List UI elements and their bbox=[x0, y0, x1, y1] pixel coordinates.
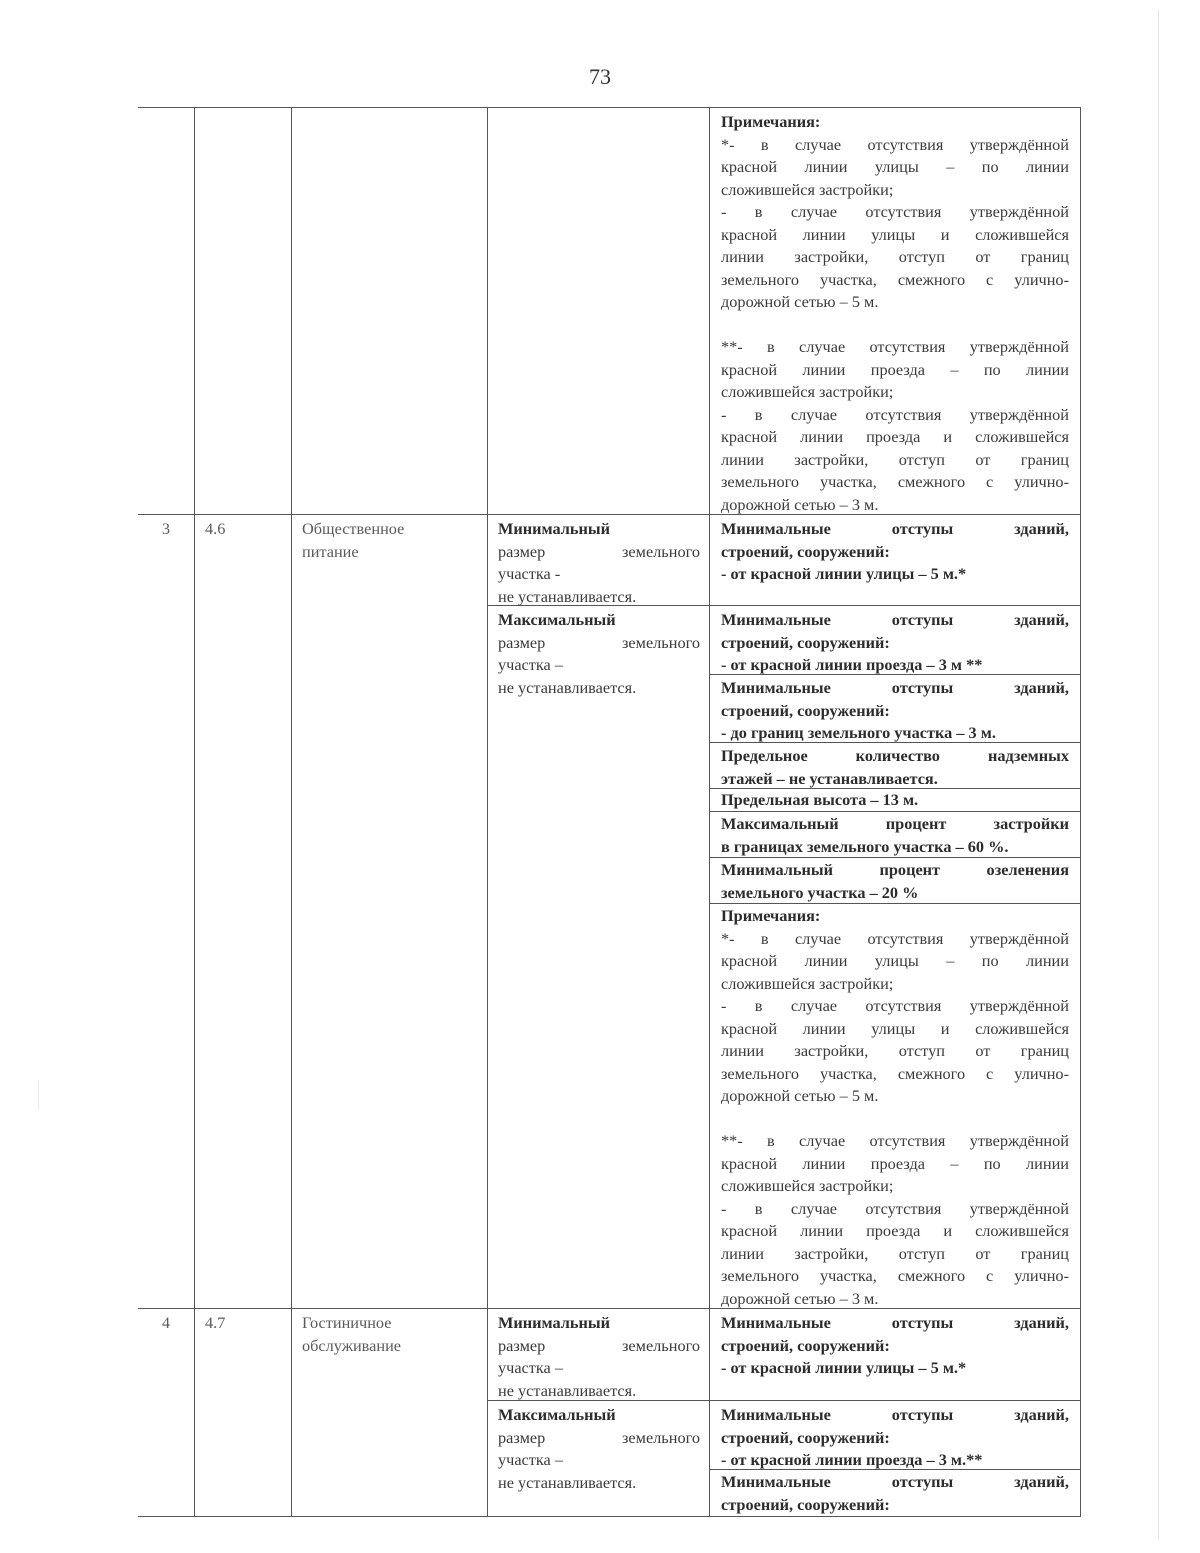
notes-heading: Примечания: bbox=[721, 906, 821, 925]
note-line: - в случае отсутствия утверждённой bbox=[721, 1198, 1069, 1218]
note-line: **- в случае отсутствия утверждённой bbox=[721, 337, 1069, 356]
row-code: 4.6 bbox=[205, 519, 226, 538]
note-line: дорожной сетью – 5 м. bbox=[721, 292, 879, 311]
min-plot-size: Минимальный размер земельного участка - не устанавливается. bbox=[498, 519, 700, 606]
max-plot-size: Максимальный размер земельного участка – не устанавливается. bbox=[498, 1405, 700, 1492]
min-landscaping: Минимальный процент озеленения земельного участка – 20 % bbox=[721, 860, 1069, 902]
note-line: красной линии улицы и сложившейся bbox=[721, 224, 1069, 244]
note-line: земельного участка, смежного с улично- bbox=[721, 269, 1069, 289]
scan-mark bbox=[38, 1080, 39, 1110]
note-line: красной линии улицы и сложившейся bbox=[721, 1018, 1069, 1038]
note-line: линии застройки, отступ от границ bbox=[721, 1041, 1069, 1060]
row-number: 4 bbox=[161, 1313, 171, 1332]
page-number: 73 bbox=[589, 64, 611, 89]
notes-body bbox=[721, 134, 1069, 517]
note-line: красной линии проезда и сложившейся bbox=[721, 427, 1069, 446]
note-line: линии застройки, отступ от границ bbox=[721, 449, 1069, 469]
notes-heading: Примечания: bbox=[721, 112, 821, 131]
note-line: сложившейся застройки; bbox=[721, 382, 894, 401]
note-line: красной линии проезда и сложившейся bbox=[721, 1221, 1069, 1240]
setback-plot-boundary: Минимальные отступы зданий, строений, сооружений: bbox=[721, 1472, 1069, 1514]
note-line: дорожной сетью – 5 м. bbox=[721, 1086, 879, 1105]
setback-driveway: Минимальные отступы зданий, строений, сооружений: - от красной линии проезда – 3 м.** bbox=[721, 1405, 1069, 1469]
note-line: сложившейся застройки; bbox=[721, 973, 894, 993]
note-line: красной линии улицы – по линии bbox=[721, 951, 1069, 970]
note-line: *- в случае отсутствия утверждённой bbox=[721, 928, 1069, 948]
note-line bbox=[721, 1108, 1069, 1131]
note-line: дорожной сетью – 3 м. bbox=[721, 494, 879, 514]
note-line: **- в случае отсутствия утверждённой bbox=[721, 1131, 1069, 1150]
note-line: земельного участка, смежного с улично- bbox=[721, 1063, 1069, 1083]
note-line: линии застройки, отступ от границ bbox=[721, 1243, 1069, 1263]
setback-plot-boundary: Минимальные отступы зданий, строений, сооружений: - до границ земельного участка – 3 м. bbox=[721, 678, 1069, 742]
note-line: - в случае отсутствия утверждённой bbox=[721, 404, 1069, 424]
note-line: земельного участка, смежного с улично- bbox=[721, 472, 1069, 491]
row-number: 3 bbox=[161, 519, 171, 538]
note-line: сложившейся застройки; bbox=[721, 1176, 894, 1195]
setback-street: Минимальные отступы зданий, строений, сооружений: - от красной линии улицы – 5 м.* bbox=[721, 1313, 1069, 1377]
max-floors: Предельное количество надземных этажей – не устанавливается. bbox=[721, 746, 1069, 788]
note-line: - в случае отсутствия утверждённой bbox=[721, 202, 1069, 221]
notes-cell-1 bbox=[721, 111, 1069, 516]
note-line: земельного участка, смежного с улично- bbox=[721, 1266, 1069, 1285]
note-line: линии застройки, отступ от границ bbox=[721, 247, 1069, 266]
max-building-coverage: Максимальный процент застройки в границах земельного участка – 60 %. bbox=[721, 814, 1069, 856]
note-line: - в случае отсутствия утверждённой bbox=[721, 996, 1069, 1015]
note-line: красной линии улицы – по линии bbox=[721, 157, 1069, 176]
note-line: сложившейся застройки; bbox=[721, 179, 894, 199]
note-line: красной линии проезда – по линии bbox=[721, 359, 1069, 379]
min-plot-size: Минимальный размер земельного участка – не устанавливается. bbox=[498, 1313, 700, 1400]
row-code: 4.7 bbox=[205, 1313, 226, 1332]
notes-cell-2 bbox=[721, 905, 1069, 1310]
max-plot-size: Максимальный размер земельного участка – не устанавливается. bbox=[498, 610, 700, 697]
setback-street: Минимальные отступы зданий, строений, сооружений: - от красной линии улицы – 5 м.* bbox=[721, 519, 1069, 583]
scan-margin-line bbox=[1158, 10, 1159, 1540]
note-line: *- в случае отсутствия утверждённой bbox=[721, 134, 1069, 154]
max-height: Предельная высота – 13 м. bbox=[721, 790, 919, 809]
notes-body bbox=[721, 928, 1069, 1311]
note-line: красной линии проезда – по линии bbox=[721, 1153, 1069, 1173]
setback-driveway: Минимальные отступы зданий, строений, сооружений: - от красной линии проезда – 3 м ** bbox=[721, 610, 1069, 674]
use-type-name: Общественное питание bbox=[302, 519, 405, 561]
note-line: дорожной сетью – 3 м. bbox=[721, 1288, 879, 1308]
use-type-name: Гостиничное обслуживание bbox=[302, 1313, 402, 1355]
note-line bbox=[721, 314, 1069, 337]
